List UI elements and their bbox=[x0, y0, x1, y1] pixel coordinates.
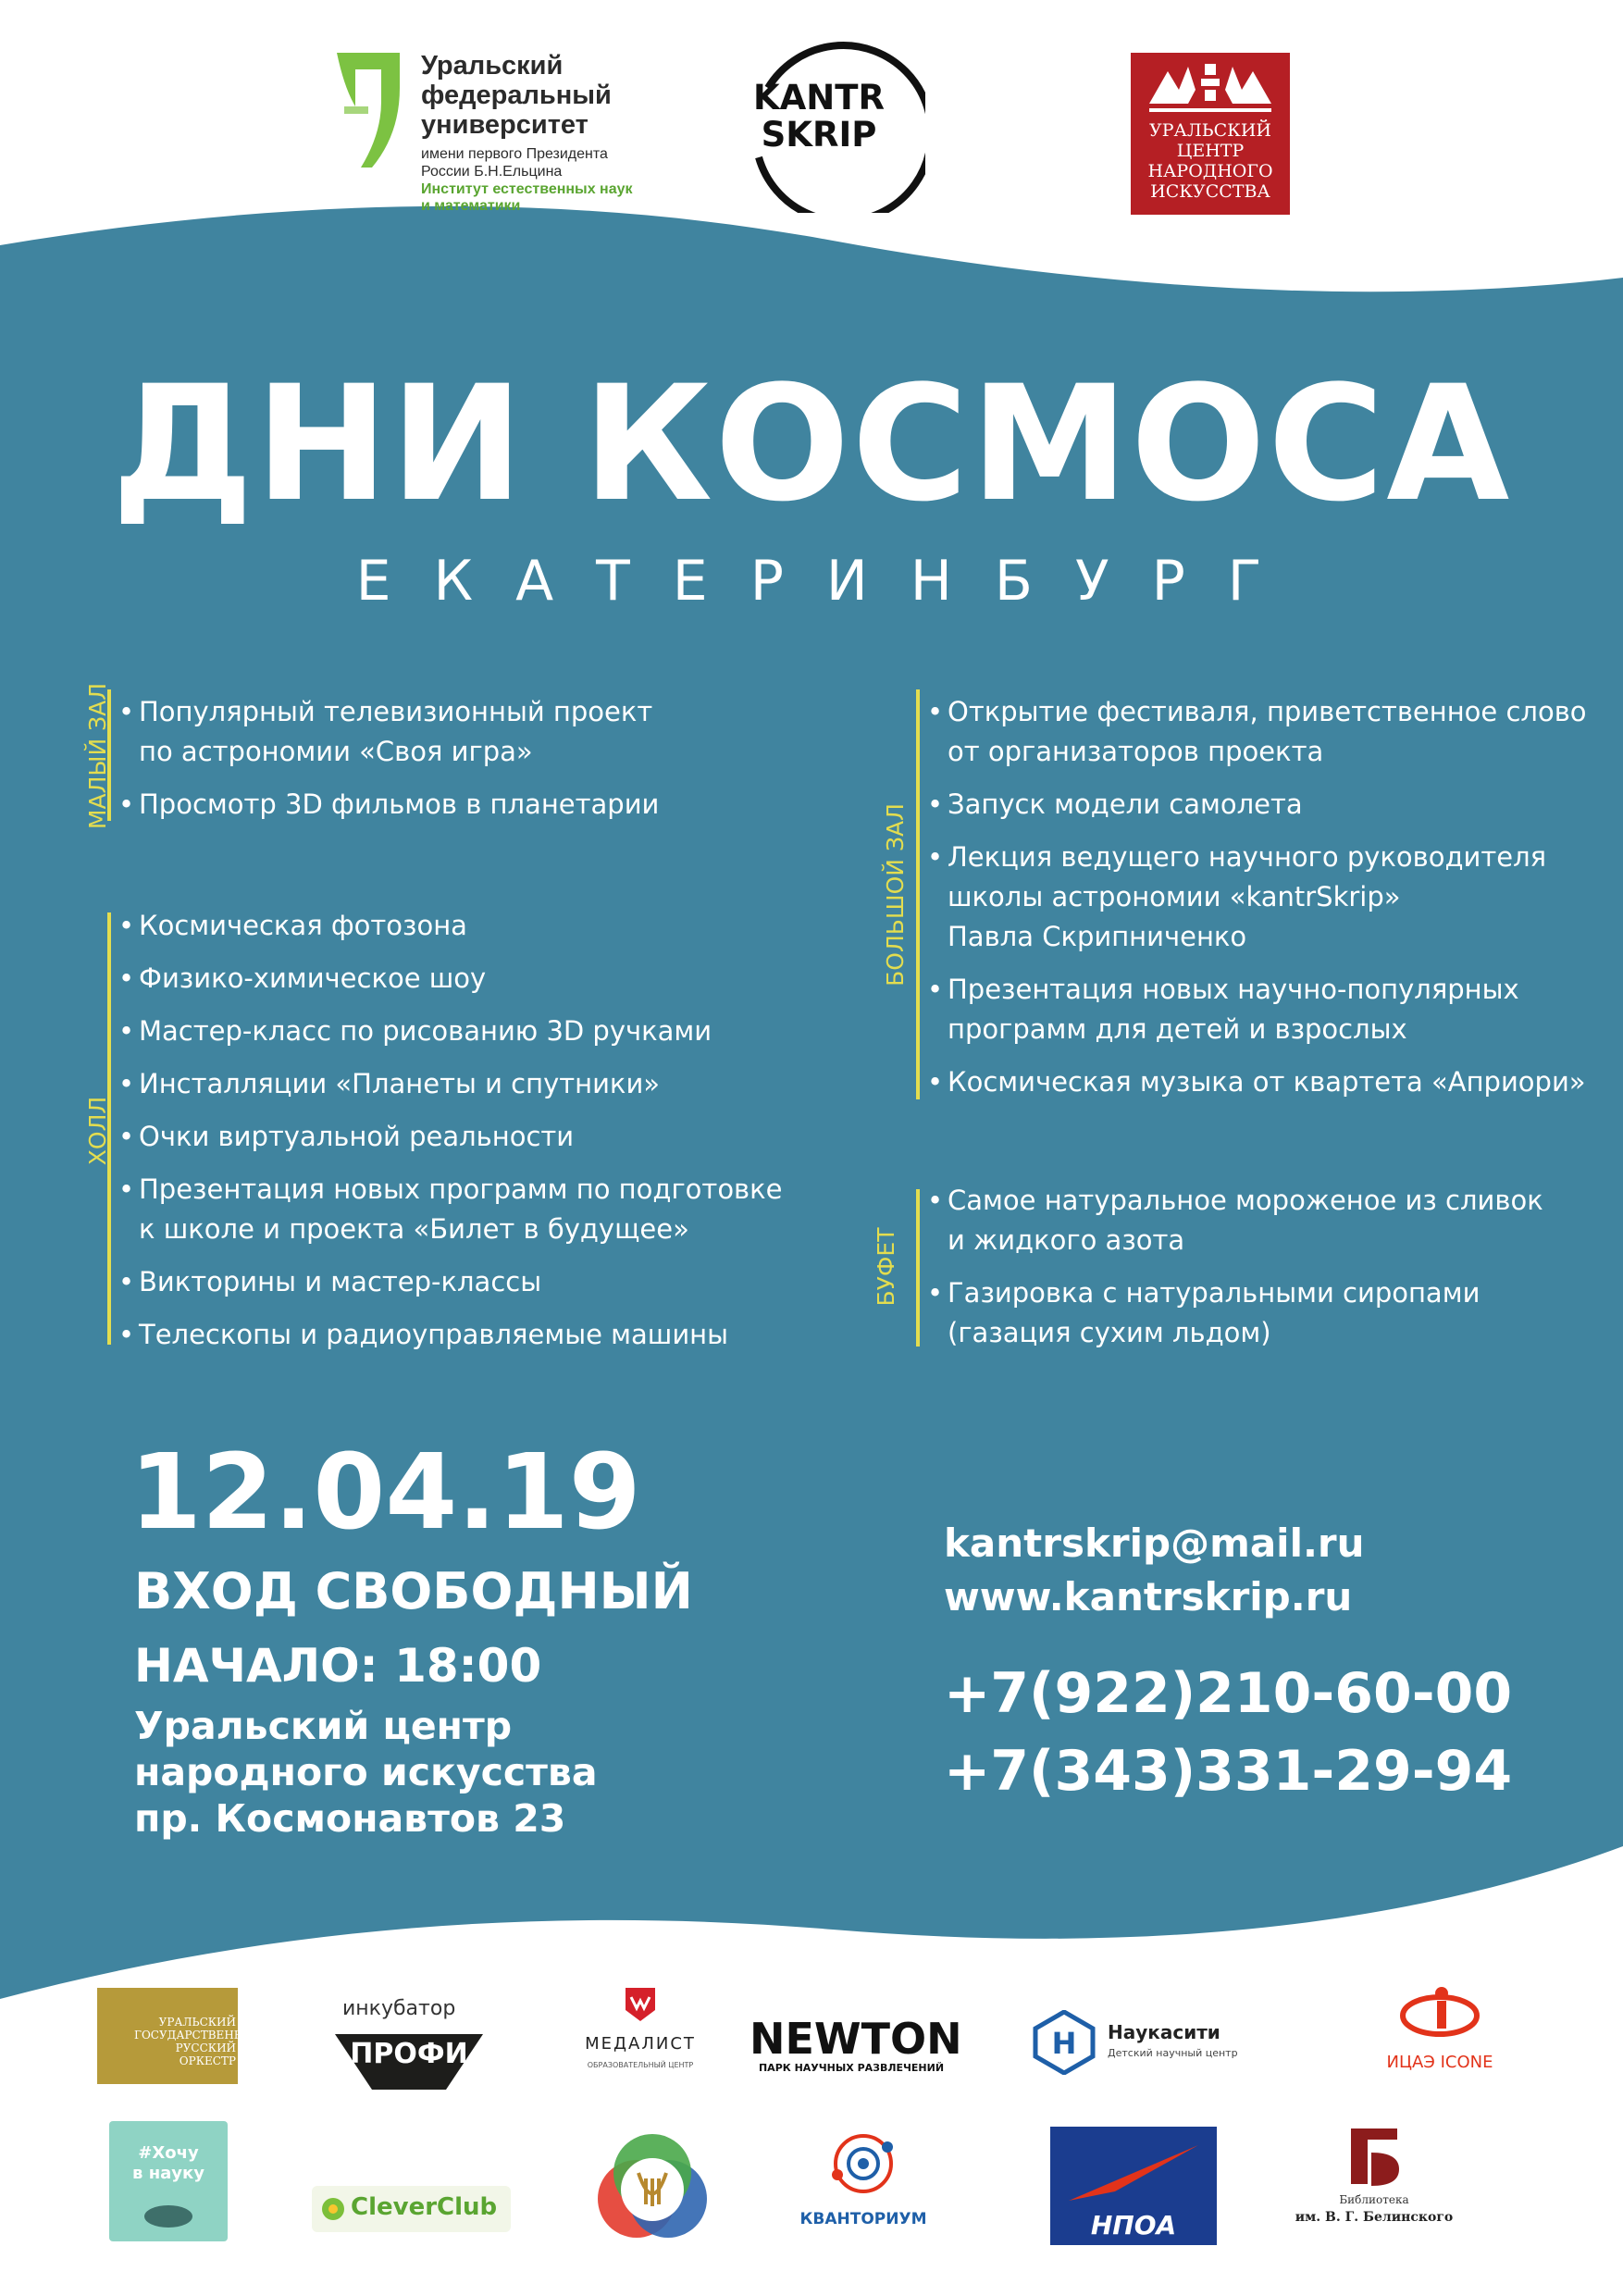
list-item: • Лекция ведущего научного руководителя школы астрономии «kantrSkrip» Павла Скрипниченко bbox=[927, 838, 1593, 957]
big-hall-list bbox=[927, 692, 1593, 1115]
website-link[interactable]: www.kantrskrip.ru bbox=[944, 1574, 1353, 1620]
cleverclub-logo bbox=[312, 2186, 511, 2232]
list-item: • Газировка с натуральными сиропами (газация сухим льдом) bbox=[927, 1273, 1593, 1353]
kvantorium-atom-icon bbox=[826, 2127, 900, 2201]
lyre-circles-icon bbox=[592, 2127, 712, 2247]
phone-2[interactable]: +7(343)331-29-94 bbox=[944, 1739, 1513, 1804]
list-item: • Телескопы и радиоуправляемые машины bbox=[118, 1315, 822, 1355]
venue-address: Уральский центр народного искусства пр. Космонавтов 23 bbox=[134, 1704, 598, 1841]
buffet-list bbox=[927, 1181, 1593, 1366]
profi-top-text: инкубатор bbox=[342, 1997, 456, 2020]
list-item: • Мастер-класс по рисованию 3D ручками bbox=[118, 1011, 822, 1051]
profi-text: ПРОФИ bbox=[350, 2038, 468, 2070]
npoa-rocket-icon bbox=[1050, 2127, 1217, 2219]
medalist-subtext: ОБРАЗОВАТЕЛЬНЫЙ ЦЕНТР bbox=[587, 2061, 694, 2069]
lyre-circles-logo bbox=[592, 2127, 712, 2247]
kvantorium-text: КВАНТОРИУМ bbox=[799, 2210, 927, 2228]
medalist-logo bbox=[566, 1986, 714, 2083]
medalist-text: МЕДАЛИСТ bbox=[585, 2034, 696, 2054]
urfu-logo-mark bbox=[335, 51, 402, 171]
buffet-bar bbox=[916, 1189, 920, 1347]
list-item: • Популярный телевизионный проект по астрономии «Своя игра» bbox=[118, 692, 785, 772]
list-item: • Очки виртуальной реальности bbox=[118, 1117, 822, 1157]
poster-subtitle: ЕКАТЕРИНБУРГ bbox=[355, 549, 1305, 614]
list-item: • Космическая фотозона bbox=[118, 906, 822, 946]
npoa-logo bbox=[1050, 2127, 1217, 2245]
urfu-institute: Институт естественных наук и математики bbox=[421, 181, 633, 214]
list-item: • Физико-химическое шоу bbox=[118, 959, 822, 999]
list-item: • Инсталляции «Планеты и спутники» bbox=[118, 1064, 822, 1104]
kvantorium-logo bbox=[775, 2127, 951, 2238]
list-item: • Запуск модели самолета bbox=[927, 785, 1593, 825]
poster-title: ДНИ КОСМОСА bbox=[111, 351, 1512, 537]
list-item: • Викторины и мастер-классы bbox=[118, 1262, 822, 1302]
newton-subtext: ПАРК НАУЧНЫХ РАЗВЛЕЧЕНИЙ bbox=[758, 2062, 945, 2074]
icae-orbit-icon bbox=[1394, 1980, 1486, 2045]
phone-1[interactable]: +7(922)210-60-00 bbox=[944, 1661, 1513, 1726]
medalist-shield-icon bbox=[622, 1986, 659, 2023]
list-item: • Космическая музыка от квартета «Априори» bbox=[927, 1062, 1593, 1102]
hall-label: ХОЛЛ bbox=[84, 1096, 111, 1166]
belinsky-top-text: Библиотека bbox=[1339, 2193, 1409, 2206]
naukasiti-hex-icon bbox=[1032, 2010, 1096, 2075]
list-item: • Просмотр 3D фильмов в планетарии bbox=[118, 785, 785, 825]
belinsky-text: им. В. Г. Белинского bbox=[1295, 2210, 1454, 2225]
icae-logo bbox=[1366, 1980, 1514, 2082]
cleverclub-text: CleverClub bbox=[351, 2193, 498, 2221]
belinsky-monogram-icon bbox=[1342, 2119, 1406, 2193]
big-hall-bar bbox=[916, 689, 920, 1099]
small-hall-list bbox=[118, 692, 785, 838]
clever-flower-icon bbox=[319, 2195, 347, 2223]
list-item: • Открытие фестиваля, приветственное слово от организаторов проекта bbox=[927, 692, 1593, 772]
small-hall-label: МАЛЫЙ ЗАЛ bbox=[84, 682, 111, 830]
naukasiti-subtext: Детский научный центр bbox=[1108, 2047, 1238, 2059]
list-item: • Презентация новых программ по подготовке к школе и проекта «Билет в будущее» bbox=[118, 1170, 822, 1249]
naukasiti-logo bbox=[1032, 2010, 1309, 2075]
ucni-logo-text: УРАЛЬСКИЙ ЦЕНТР НАРОДНОГО ИСКУССТВА bbox=[1147, 120, 1273, 202]
urfu-subtitle: имени первого Президента России Б.Н.Ельцина bbox=[421, 146, 608, 180]
entry-free: ВХОД СВОБОДНЫЙ bbox=[134, 1562, 693, 1620]
icae-text: ИЦАЭ ICONE bbox=[1386, 2053, 1493, 2072]
buffet-label: БУФЕТ bbox=[873, 1227, 899, 1307]
hall-list bbox=[118, 906, 822, 1368]
profi-logo bbox=[326, 1997, 492, 2094]
npoa-text: НПОА bbox=[1090, 2210, 1177, 2240]
ornament-icon bbox=[1131, 53, 1290, 118]
big-hall-label: БОЛЬШОЙ ЗАЛ bbox=[882, 803, 909, 987]
belinsky-library-logo bbox=[1291, 2119, 1457, 2249]
naukasiti-text: Наукасити bbox=[1108, 2021, 1220, 2043]
hochu-v-nauku-text: #Хочу в науку bbox=[132, 2143, 204, 2183]
svg-text:H: H bbox=[1051, 2026, 1077, 2061]
brain-icon bbox=[141, 2203, 196, 2230]
list-item: • Презентация новых научно-популярных программ для детей и взрослых bbox=[927, 970, 1593, 1049]
start-time: НАЧАЛО: 18:00 bbox=[134, 1639, 542, 1693]
newton-text: NEWTON bbox=[750, 2014, 962, 2064]
list-item: • Самое натуральное мороженое из сливок и жидкого азота bbox=[927, 1181, 1593, 1260]
email-link[interactable]: kantrskrip@mail.ru bbox=[944, 1520, 1365, 1566]
kantrskrip-logo-text: KANTR SKRIP bbox=[752, 78, 885, 155]
event-date: 12.04.19 bbox=[130, 1433, 641, 1553]
urfu-title: Уральский федеральный университет bbox=[421, 51, 612, 140]
russian-orchestra-logo bbox=[97, 1988, 265, 2084]
hochu-v-nauku-logo bbox=[109, 2121, 228, 2241]
newton-logo bbox=[750, 2014, 962, 2090]
russian-orchestra-text: УРАЛЬСКИЙ ГОСУДАРСТВЕННЫЙ РУССКИЙ ОРКЕСТР bbox=[134, 2016, 265, 2067]
